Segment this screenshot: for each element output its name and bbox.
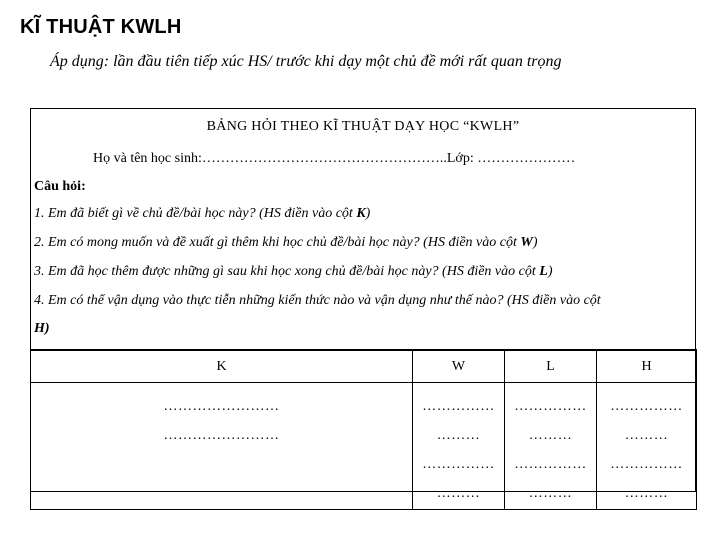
question-1-text: 1. Em đã biết gì về chủ đề/bài học này? (HS điền vào cột [34, 206, 357, 221]
column-header-h: H [597, 350, 697, 383]
blank-line: …………… [610, 399, 683, 414]
column-header-k: K [31, 350, 413, 383]
questions-title: Câu hỏi: [34, 179, 86, 194]
blank-line: …………… [514, 399, 587, 414]
column-w-cell[interactable] [413, 383, 505, 510]
question-3-close: ) [547, 264, 553, 279]
question-2-close: ) [532, 235, 538, 250]
blank-line: …………… [514, 457, 587, 472]
question-4-close: ) [44, 321, 50, 336]
blank-line: …………………… [163, 428, 280, 443]
blank-line: …………… [610, 457, 683, 472]
question-4-continued [34, 321, 50, 337]
question-3 [34, 264, 552, 280]
kwlh-table [30, 349, 697, 510]
column-k-cell[interactable] [31, 383, 413, 510]
student-name-class-line: Họ và tên học sinh:……………………………………………..Lớp: ………………… [93, 151, 576, 166]
question-4: 4. Em có thể vận dụng vào thực tiễn những kiến thức nào và vận dụng như thế nào? (HS điền vào cột [34, 293, 601, 308]
blank-line: …………… [422, 399, 495, 414]
table-header-row [31, 350, 697, 383]
table-row [31, 383, 697, 510]
blank-line: ……… [436, 486, 481, 501]
question-3-text: 3. Em đã học thêm được những gì sau khi học xong chủ đề/bài học này? (HS điền vào cột [34, 264, 540, 279]
blank-line: …………………… [163, 399, 280, 414]
question-2-text: 2. Em có mong muốn và đề xuất gì thêm khi học chủ đề/bài học này? (HS điền vào cột [34, 235, 521, 250]
blank-line: ……… [624, 486, 669, 501]
column-h-cell[interactable] [597, 383, 697, 510]
question-2 [34, 235, 538, 251]
question-2-column: W [520, 235, 533, 250]
application-note: Áp dụng: lần đầu tiên tiếp xúc HS/ trước khi dạy một chủ đề mới rất quan trọng [50, 53, 562, 70]
column-header-l: L [505, 350, 597, 383]
blank-line: ……… [624, 428, 669, 443]
question-1 [34, 206, 370, 222]
column-header-w: W [413, 350, 505, 383]
column-l-cell[interactable] [505, 383, 597, 510]
blank-line: ……… [436, 428, 481, 443]
question-1-close: ) [365, 206, 371, 221]
kwlh-worksheet [30, 108, 696, 501]
page-title: KĨ THUẬT KWLH [20, 16, 182, 38]
blank-line: ……… [528, 486, 573, 501]
question-4-column: H [34, 321, 45, 336]
question-1-column: K [356, 206, 366, 221]
blank-line: …………… [422, 457, 495, 472]
blank-line: ……… [528, 428, 573, 443]
question-3-column: L [539, 264, 548, 279]
worksheet-heading: BẢNG HỎI THEO KĨ THUẬT DẠY HỌC “KWLH” [206, 119, 520, 134]
